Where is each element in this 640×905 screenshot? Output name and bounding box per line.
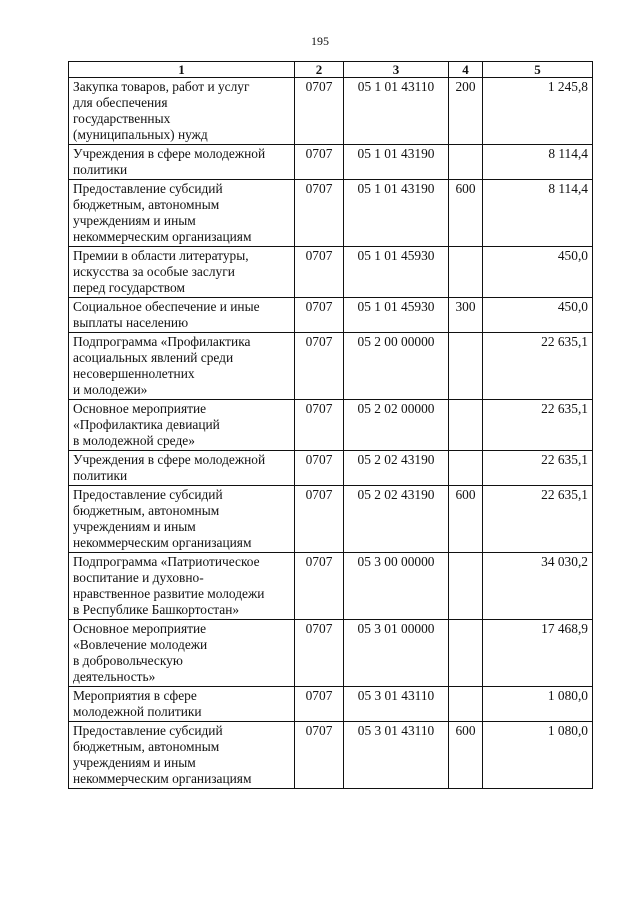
row-amount-cell: 22 635,1 <box>483 400 593 451</box>
row-amount-cell: 450,0 <box>483 247 593 298</box>
row-type-cell: 300 <box>449 298 483 333</box>
row-code-cell: 05 2 00 00000 <box>344 333 449 400</box>
row-code-cell: 05 1 01 43190 <box>344 180 449 247</box>
row-code-cell: 05 3 00 00000 <box>344 553 449 620</box>
row-amount-cell: 1 080,0 <box>483 687 593 722</box>
row-name-cell: Учреждения в сфере молодежной политики <box>69 145 295 180</box>
row-code-cell: 05 1 01 45930 <box>344 298 449 333</box>
row-name-cell: Социальное обеспечение и иные выплаты населению <box>69 298 295 333</box>
row-section-cell: 0707 <box>295 145 344 180</box>
row-section-cell: 0707 <box>295 620 344 687</box>
table-row <box>69 180 593 247</box>
row-amount-cell: 17 468,9 <box>483 620 593 687</box>
row-amount-cell: 1 080,0 <box>483 722 593 789</box>
column-header-name: 1 <box>69 62 295 78</box>
row-section-cell: 0707 <box>295 78 344 145</box>
table-row <box>69 400 593 451</box>
column-header-section: 2 <box>295 62 344 78</box>
row-section-cell: 0707 <box>295 486 344 553</box>
row-name-cell: Подпрограмма «Профилактика асоциальных явлений среди несовершеннолетних и молодежи» <box>69 333 295 400</box>
row-amount-cell: 22 635,1 <box>483 486 593 553</box>
row-code-cell: 05 1 01 43110 <box>344 78 449 145</box>
row-amount-cell: 8 114,4 <box>483 145 593 180</box>
row-section-cell: 0707 <box>295 687 344 722</box>
row-type-cell <box>449 687 483 722</box>
row-type-cell <box>449 145 483 180</box>
row-type-cell: 200 <box>449 78 483 145</box>
row-section-cell: 0707 <box>295 722 344 789</box>
row-type-cell: 600 <box>449 180 483 247</box>
table-row <box>69 247 593 298</box>
row-name-cell: Предоставление субсидий бюджетным, автономным учреждениям и иным некоммерческим организациям <box>69 180 295 247</box>
row-type-cell: 600 <box>449 486 483 553</box>
column-header-code: 3 <box>344 62 449 78</box>
row-name-cell: Мероприятия в сфере молодежной политики <box>69 687 295 722</box>
row-section-cell: 0707 <box>295 451 344 486</box>
row-type-cell <box>449 333 483 400</box>
row-code-cell: 05 3 01 43110 <box>344 722 449 789</box>
table-header-row <box>69 62 593 78</box>
row-type-cell <box>449 451 483 486</box>
row-name-cell: Основное мероприятие «Вовлечение молодежи в добровольческую деятельность» <box>69 620 295 687</box>
page-number: 195 <box>311 34 329 48</box>
table-row <box>69 687 593 722</box>
table-row <box>69 620 593 687</box>
row-code-cell: 05 3 01 43110 <box>344 687 449 722</box>
row-amount-cell: 22 635,1 <box>483 451 593 486</box>
column-header-amount: 5 <box>483 62 593 78</box>
row-name-cell: Учреждения в сфере молодежной политики <box>69 451 295 486</box>
table-body <box>69 78 593 789</box>
row-type-cell: 600 <box>449 722 483 789</box>
row-section-cell: 0707 <box>295 333 344 400</box>
row-name-cell: Предоставление субсидий бюджетным, автономным учреждениям и иным некоммерческим организациям <box>69 722 295 789</box>
row-code-cell: 05 1 01 45930 <box>344 247 449 298</box>
row-section-cell: 0707 <box>295 180 344 247</box>
table-row <box>69 553 593 620</box>
table-row <box>69 451 593 486</box>
row-code-cell: 05 2 02 43190 <box>344 451 449 486</box>
row-name-cell: Предоставление субсидий бюджетным, автономным учреждениям и иным некоммерческим организациям <box>69 486 295 553</box>
row-code-cell: 05 1 01 43190 <box>344 145 449 180</box>
row-type-cell <box>449 247 483 298</box>
row-name-cell: Основное мероприятие «Профилактика девиаций в молодежной среде» <box>69 400 295 451</box>
row-section-cell: 0707 <box>295 247 344 298</box>
row-section-cell: 0707 <box>295 553 344 620</box>
row-type-cell <box>449 553 483 620</box>
row-name-cell: Премии в области литературы, искусства за особые заслуги перед государством <box>69 247 295 298</box>
row-amount-cell: 34 030,2 <box>483 553 593 620</box>
row-section-cell: 0707 <box>295 400 344 451</box>
column-header-type: 4 <box>449 62 483 78</box>
row-type-cell <box>449 400 483 451</box>
table-row <box>69 145 593 180</box>
table-row <box>69 333 593 400</box>
table-row <box>69 486 593 553</box>
row-section-cell: 0707 <box>295 298 344 333</box>
budget-table <box>68 61 593 789</box>
row-amount-cell: 8 114,4 <box>483 180 593 247</box>
table-row <box>69 78 593 145</box>
row-amount-cell: 1 245,8 <box>483 78 593 145</box>
row-name-cell: Закупка товаров, работ и услуг для обеспечения государственных (муниципальных) нужд <box>69 78 295 145</box>
row-code-cell: 05 2 02 00000 <box>344 400 449 451</box>
row-code-cell: 05 2 02 43190 <box>344 486 449 553</box>
row-code-cell: 05 3 01 00000 <box>344 620 449 687</box>
table-row <box>69 298 593 333</box>
row-name-cell: Подпрограмма «Патриотическое воспитание и духовно- нравственное развитие молодежи в Республике Башкортостан» <box>69 553 295 620</box>
row-type-cell <box>449 620 483 687</box>
row-amount-cell: 22 635,1 <box>483 333 593 400</box>
table-row <box>69 722 593 789</box>
row-amount-cell: 450,0 <box>483 298 593 333</box>
